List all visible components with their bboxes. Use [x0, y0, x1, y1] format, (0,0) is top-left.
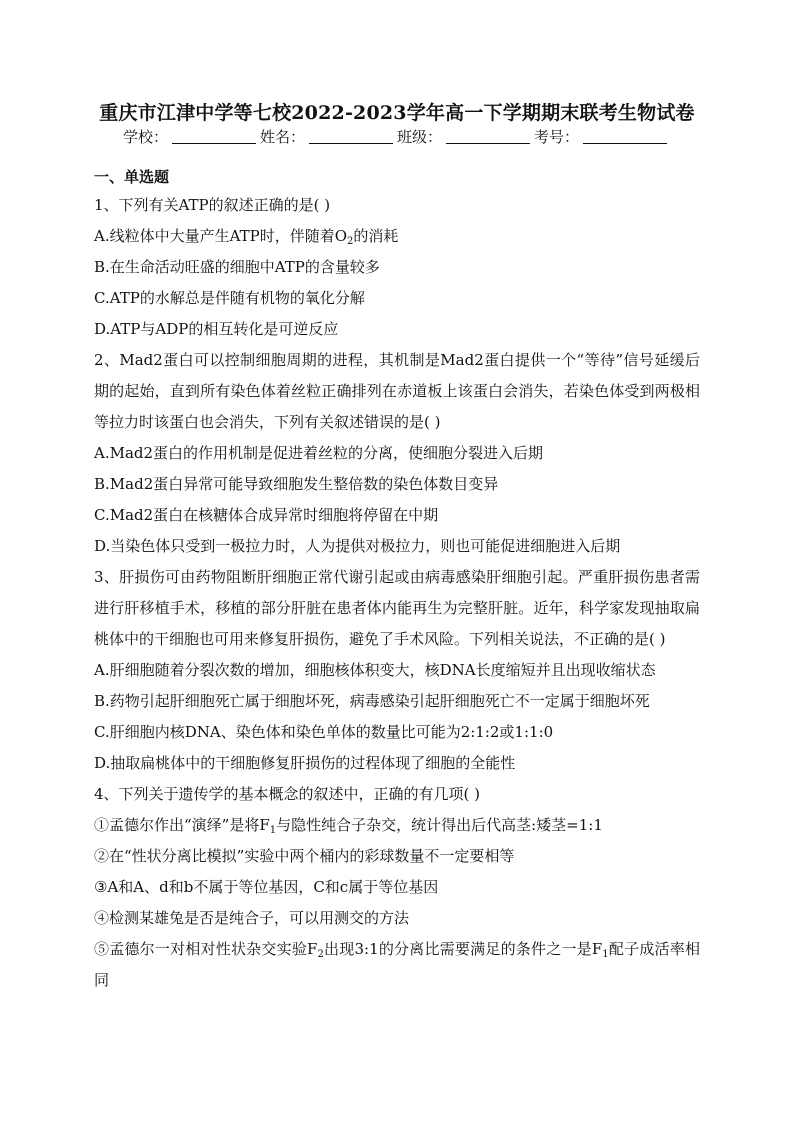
question-4-item-3: ③A和A、d和b不属于等位基因，C和c属于等位基因	[94, 878, 439, 896]
subscript: 1	[269, 825, 277, 836]
item-text: ①孟德尔作出“演绎”是将F	[94, 816, 270, 834]
question-3-option-b: B.药物引起肝细胞死亡属于细胞坏死，病毒感染引起肝细胞死亡不一定属于细胞坏死	[94, 692, 650, 710]
item-text: ⑤孟德尔一对相对性状杂交实验F	[94, 940, 318, 958]
question-1-option-a	[94, 221, 700, 252]
question-4-item-4: ④检测某雄兔是否是纯合子，可以用测交的方法	[94, 909, 410, 927]
exam-title: 重庆市江津中学等七校2022-2023学年高一下学期期末联考生物试卷	[99, 102, 695, 124]
exam-no-blank[interactable]	[583, 129, 667, 144]
question-3-option-d: D.抽取扁桃体中的干细胞修复肝损伤的过程体现了细胞的全能性	[94, 754, 516, 772]
student-info-row	[0, 126, 794, 147]
section-title: 一、单选题	[94, 168, 170, 186]
item-text: 出现3:1的分离比需要满足的条件之一是F	[323, 940, 603, 958]
question-4-item-5	[94, 934, 700, 996]
question-content	[94, 166, 700, 996]
question-2-option-a: A.Mad2蛋白的作用机制是促进着丝粒的分离，使细胞分裂进入后期	[94, 444, 544, 462]
subscript: 2	[347, 236, 354, 247]
question-2-option-c: C.Mad2蛋白在核糖体合成异常时细胞将停留在中期	[94, 506, 439, 524]
option-text: A.线粒体中大量产生ATP时，伴随着O	[94, 227, 348, 245]
option-text: 的消耗	[353, 227, 399, 245]
subscript: 1	[602, 949, 609, 960]
question-2-option-b: B.Mad2蛋白异常可能导致细胞发生整倍数的染色体数目变异	[94, 475, 499, 493]
question-1-option-c: C.ATP的水解总是伴随有机物的氧化分解	[94, 289, 365, 307]
question-1-stem: 1、下列有关ATP的叙述正确的是( )	[94, 196, 331, 214]
name-label: 姓名：	[259, 128, 305, 146]
exam-no-label: 考号：	[534, 128, 580, 146]
question-4-item-2: ②在“性状分离比模拟”实验中两个桶内的彩球数量不一定要相等	[94, 847, 515, 865]
school-label: 学校：	[122, 128, 168, 146]
question-1-option-d: D.ATP与ADP的相互转化是可逆反应	[94, 320, 339, 338]
question-1-option-b: B.在生命活动旺盛的细胞中ATP的含量较多	[94, 258, 380, 276]
question-4-item-1	[94, 810, 700, 841]
question-2-option-d: D.当染色体只受到一极拉力时，人为提供对极拉力，则也可能促进细胞进入后期	[94, 537, 621, 555]
question-2-stem: 2、Mad2蛋白可以控制细胞周期的进程，其机制是Mad2蛋白提供一个“等待”信号延缓后期的起始，直到所有染色体着丝粒正确排列在赤道板上该蛋白会消失，若染色体受到两极相等拉力时该蛋白也会消失，下列有关叙述错误的是( )	[94, 351, 700, 431]
school-blank[interactable]	[172, 129, 256, 144]
class-label: 班级：	[397, 128, 443, 146]
item-text: 配子成活率相同	[94, 940, 700, 989]
question-3-option-c: C.肝细胞内核DNA、染色体和染色单体的数量比可能为2:1:2或1:1:0	[94, 723, 554, 741]
item-text: 与隐性纯合子杂交，统计得出后代高茎:矮茎=1:1	[276, 816, 603, 834]
subscript: 2	[317, 949, 324, 960]
name-blank[interactable]	[309, 129, 393, 144]
class-blank[interactable]	[446, 129, 530, 144]
question-3-stem: 3、肝损伤可由药物阻断肝细胞正常代谢引起或由病毒感染肝细胞引起。严重肝损伤患者需进行肝移植手术，移植的部分肝脏在患者体内能再生为完整肝脏。近年，科学家发现抽取扁桃体中的干细胞也可用来修复肝损伤，避免了手术风险。下列相关说法，不正确的是( )	[94, 568, 700, 648]
question-4-stem: 4、下列关于遗传学的基本概念的叙述中，正确的有几项( )	[94, 785, 481, 803]
question-3-option-a: A.肝细胞随着分裂次数的增加，细胞核体积变大，核DNA长度缩短并且出现收缩状态	[94, 661, 656, 679]
